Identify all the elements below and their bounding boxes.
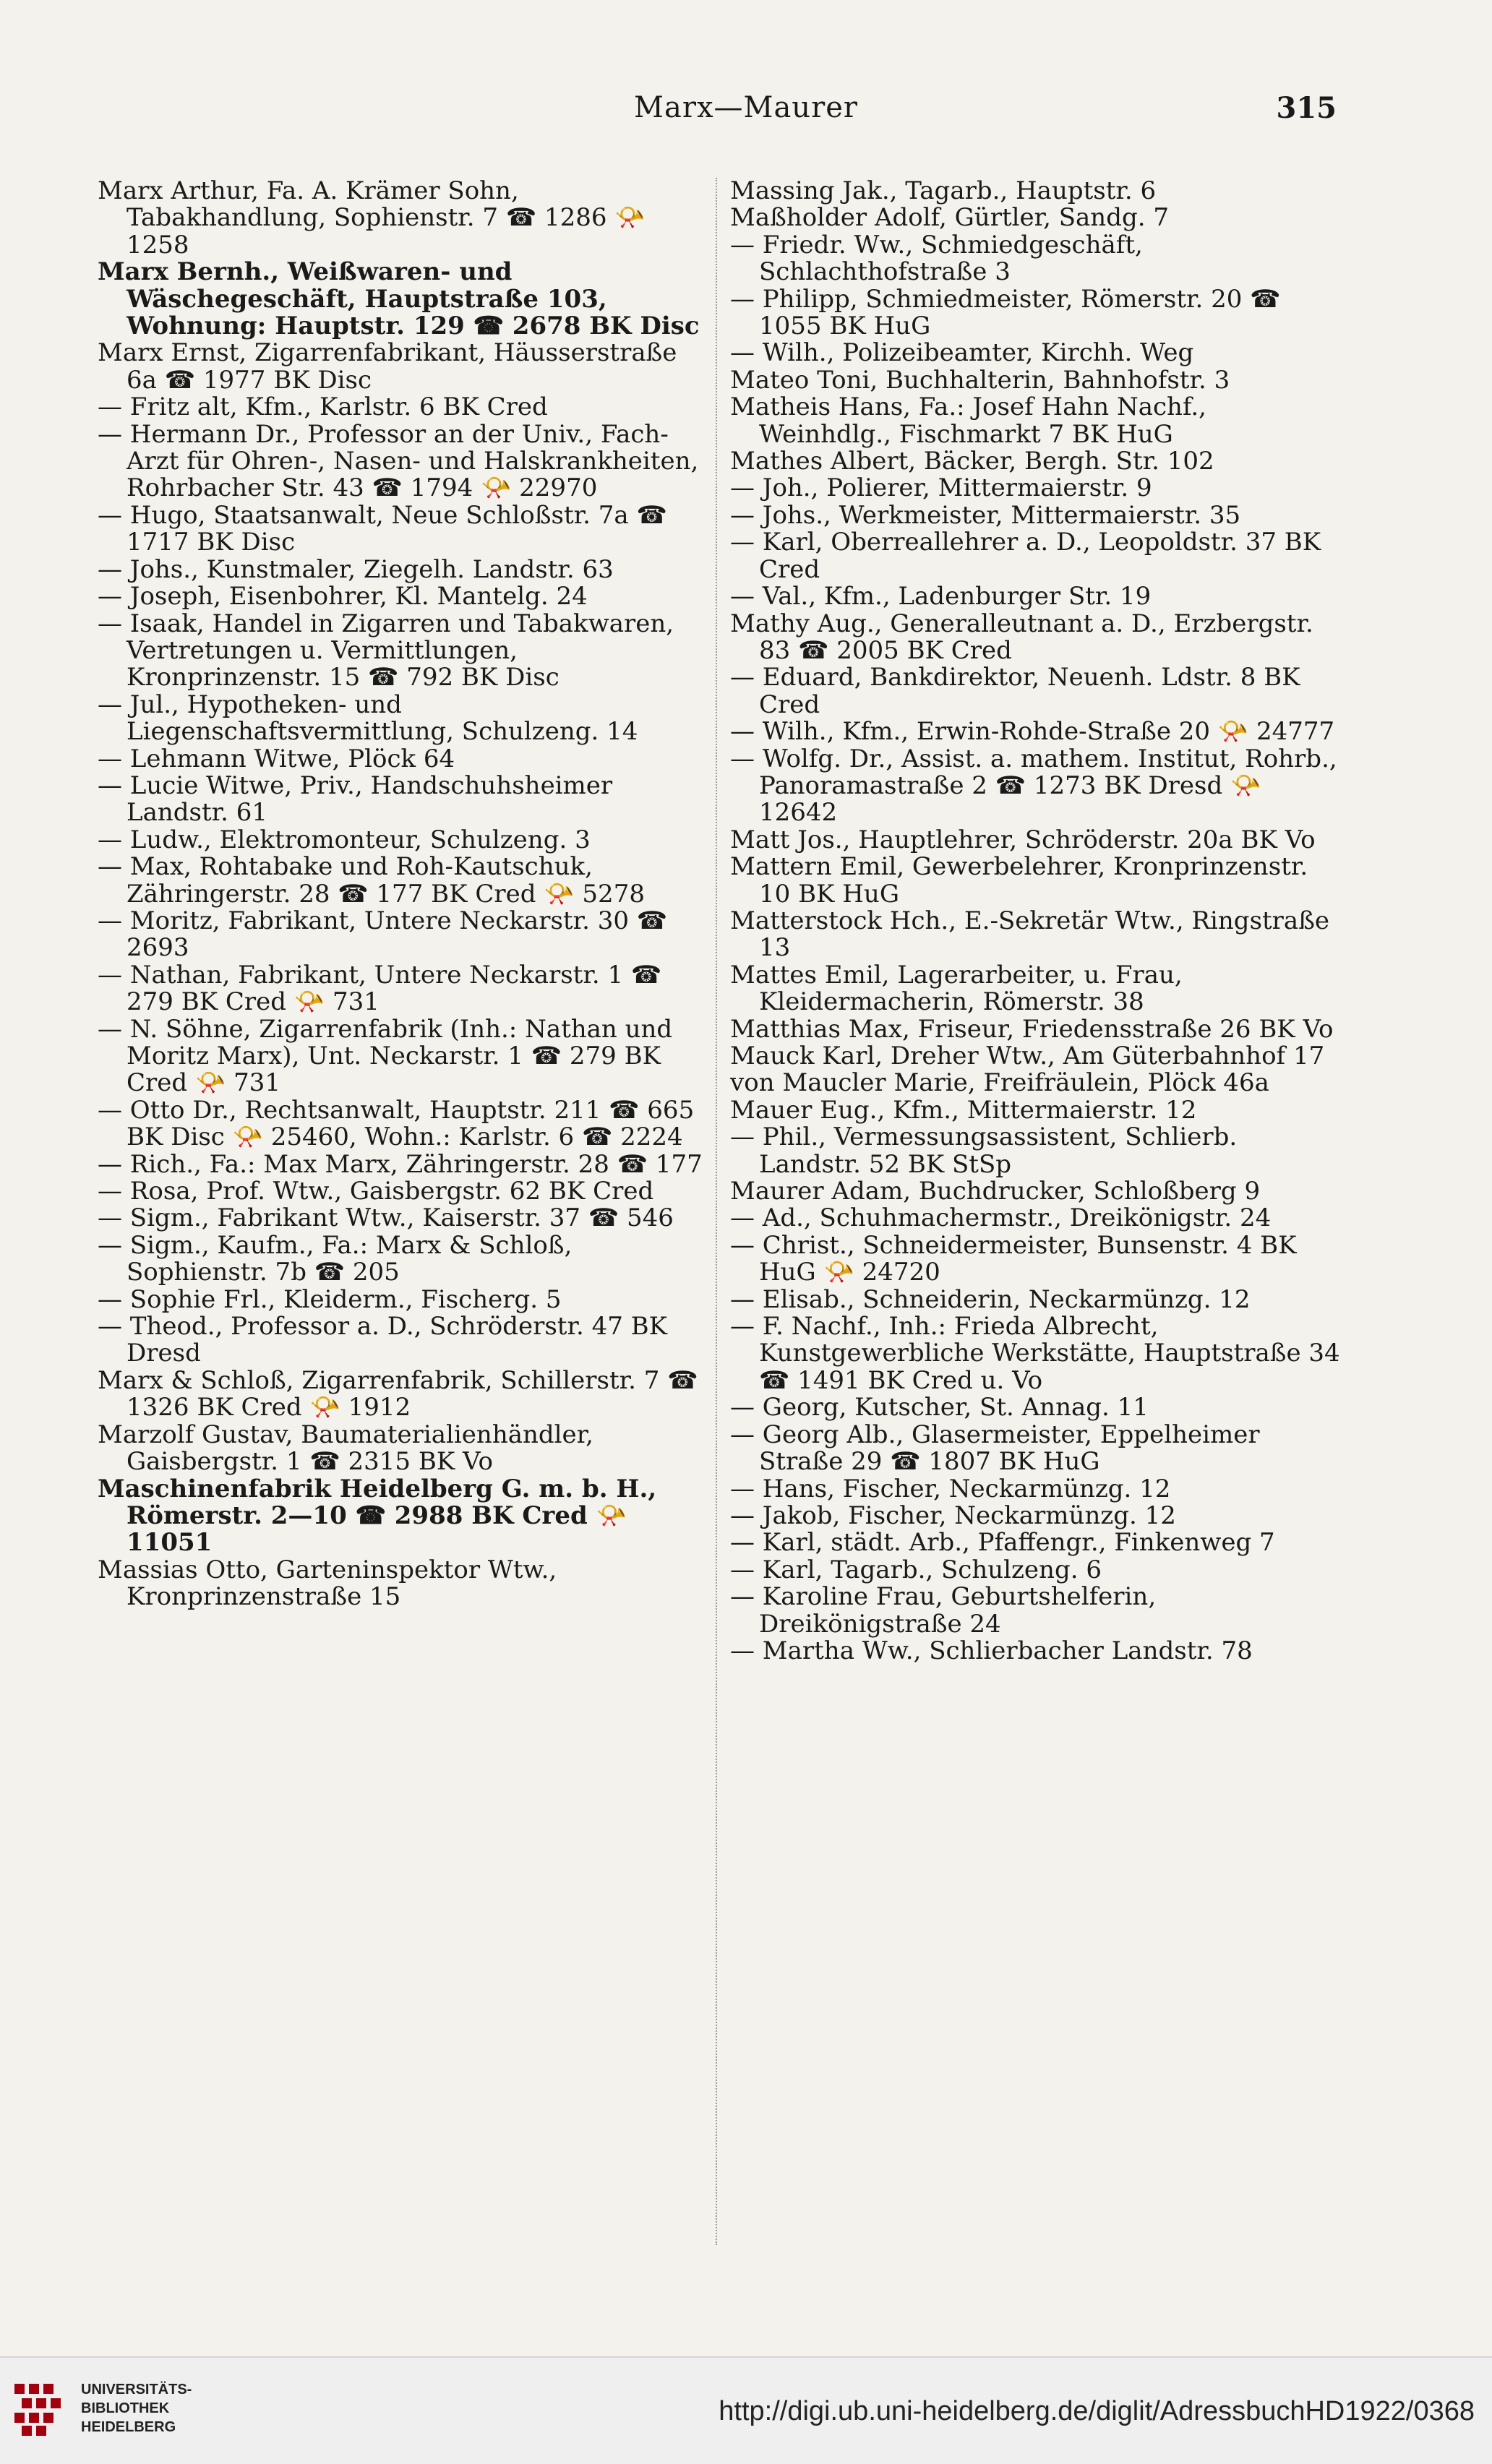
page-number: 315 xyxy=(1276,91,1337,125)
left-directory-entry: — Otto Dr., Rechtsanwalt, Hauptstr. 211 ☎ 665 BK Disc 📯 25460, Wohn.: Karlstr. 6 ☎ 2224 xyxy=(98,1095,695,1152)
left-directory-entry: Massias Otto, Garteninspektor Wtw., Kronprinzenstraße 15 xyxy=(98,1555,557,1612)
right-directory-entry: Mattes Emil, Lagerarbeiter, u. Frau, Kleidermacherin, Römerstr. 38 xyxy=(730,960,1183,1017)
right-directory-entry: — Hans, Fischer, Neckarmünzg. 12 xyxy=(730,1474,1171,1503)
library-logo-icon xyxy=(13,2382,68,2437)
left-directory-entry: — N. Söhne, Zigarrenfabrik (Inh.: Nathan und Moritz Marx), Unt. Neckarstr. 1 ☎ 279 BK Cred 📯 731 xyxy=(98,1014,673,1098)
left-directory-entry: — Hugo, Staatsanwalt, Neue Schloßstr. 7a ☎ 1717 BK Disc xyxy=(98,500,667,557)
left-directory-entry: — Nathan, Fabrikant, Untere Neckarstr. 1 ☎ 279 BK Cred 📯 731 xyxy=(98,960,662,1017)
right-directory-entry: Matthias Max, Friseur, Friedensstraße 26 BK Vo xyxy=(730,1014,1334,1044)
left-directory-entry: — Johs., Kunstmaler, Ziegelh. Landstr. 63 xyxy=(98,554,614,584)
right-directory-entry: — Karl, Oberreallehrer a. D., Leopoldstr. 37 BK Cred xyxy=(730,528,1321,584)
right-directory-entry: Mathes Albert, Bäcker, Bergh. Str. 102 xyxy=(730,447,1214,476)
right-directory-entry: — Phil., Vermessungsassistent, Schlierb. Landstr. 52 BK StSp xyxy=(730,1122,1238,1179)
left-directory-entry: Maschinenfabrik Heidelberg G. m. b. H., Römerstr. 2—10 ☎ 2988 BK Cred 📯 11051 xyxy=(98,1474,657,1558)
right-directory-entry: — Karoline Frau, Geburtshelferin, Dreikönigstraße 24 xyxy=(730,1582,1157,1639)
left-directory-entry: Marx Bernh., Weißwaren- und Wäschegeschäft, Hauptstraße 103, Wohnung: Hauptstr. 129 ☎ 2678 BK Disc xyxy=(98,257,700,341)
left-directory-entry: — Sigm., Kaufm., Fa.: Marx & Schloß, Sophienstr. 7b ☎ 205 xyxy=(98,1230,573,1287)
right-directory-entry: — Elisab., Schneiderin, Neckarmünzg. 12 xyxy=(730,1284,1251,1314)
right-directory-entry: — Wilh., Polizeibeamter, Kirchh. Weg xyxy=(730,338,1194,368)
left-directory-entry: Marx Ernst, Zigarrenfabrikant, Häusserstraße 6a ☎ 1977 BK Disc xyxy=(98,338,677,395)
left-directory-entry: — Jul., Hypotheken- und Liegenschaftsvermittlung, Schulzeng. 14 xyxy=(98,690,638,747)
left-directory-entry: — Isaak, Handel in Zigarren und Tabakwaren, Vertretungen u. Vermittlungen, Kronprinzenstr. 15 ☎ 792 BK Disc xyxy=(98,609,674,692)
running-head: Marx—Maurer xyxy=(634,91,858,124)
right-directory-entry: — Val., Kfm., Ladenburger Str. 19 xyxy=(730,582,1152,611)
right-directory-entry: — Georg Alb., Glasermeister, Eppelheimer Straße 29 ☎ 1807 BK HuG xyxy=(730,1420,1260,1477)
right-directory-entry: — Christ., Schneidermeister, Bunsenstr. 4 BK HuG 📯 24720 xyxy=(730,1230,1297,1287)
right-directory-entry: — Joh., Polierer, Mittermaierstr. 9 xyxy=(730,473,1152,503)
right-directory-entry: Matterstock Hch., E.-Sekretär Wtw., Ringstraße 13 xyxy=(730,906,1330,963)
right-directory-entry: — Georg, Kutscher, St. Annag. 11 xyxy=(730,1393,1149,1422)
left-directory-entry: Marx Arthur, Fa. A. Krämer Sohn, Tabakhandlung, Sophienstr. 7 ☎ 1286 📯 1258 xyxy=(98,176,646,259)
right-directory-entry: — Wolfg. Dr., Assist. a. mathem. Institut, Rohrb., Panoramastraße 2 ☎ 1273 BK Dresd 📯 12642 xyxy=(730,744,1337,828)
left-directory-entry: — Lucie Witwe, Priv., Handschuhsheimer Landstr. 61 xyxy=(98,770,613,828)
left-directory-entry: Marzolf Gustav, Baumaterialienhändler, Gaisbergstr. 1 ☎ 2315 BK Vo xyxy=(98,1420,593,1477)
right-directory-entry: Matheis Hans, Fa.: Josef Hahn Nachf., Weinhdlg., Fischmarkt 7 BK HuG xyxy=(730,392,1206,449)
left-directory-entry: — Ludw., Elektromonteur, Schulzeng. 3 xyxy=(98,825,591,854)
right-directory-entry: Mateo Toni, Buchhalterin, Bahnhofstr. 3 xyxy=(730,365,1230,395)
right-directory-entry: Matt Jos., Hauptlehrer, Schröderstr. 20a BK Vo xyxy=(730,825,1316,854)
right-directory-entry: — Karl, Tagarb., Schulzeng. 6 xyxy=(730,1555,1102,1584)
right-column xyxy=(730,178,1345,1665)
right-directory-entry: Mattern Emil, Gewerbelehrer, Kronprinzenstr. 10 BK HuG xyxy=(730,852,1308,909)
left-directory-entry: — Lehmann Witwe, Plöck 64 xyxy=(98,744,455,773)
right-directory-entry: Mauck Karl, Dreher Wtw., Am Güterbahnhof 17 xyxy=(730,1042,1325,1070)
right-directory-entry: — Johs., Werkmeister, Mittermaierstr. 35 xyxy=(730,500,1241,530)
right-directory-entry: — Philipp, Schmiedmeister, Römerstr. 20 ☎ 1055 BK HuG xyxy=(730,284,1281,341)
left-column xyxy=(98,178,712,1611)
right-directory-entry: — Jakob, Fischer, Neckarmünzg. 12 xyxy=(730,1501,1176,1530)
left-directory-entry: — Theod., Professor a. D., Schröderstr. 47 BK Dresd xyxy=(98,1312,668,1368)
left-directory-entry: — Hermann Dr., Professor an der Univ., Fach-Arzt für Ohren-, Nasen- und Halskrankheiten, Rohrbacher Str. 43 ☎ 1794 📯 22970 xyxy=(98,419,699,503)
left-directory-entry: — Moritz, Fabrikant, Untere Neckarstr. 30 ☎ 2693 xyxy=(98,906,668,963)
right-directory-entry: Mathy Aug., Generalleutnant a. D., Erzbergstr. 83 ☎ 2005 BK Cred xyxy=(730,609,1313,665)
source-url[interactable]: http://digi.ub.uni-heidelberg.de/diglit/AdressbuchHD1922/0368 xyxy=(719,2396,1475,2426)
left-directory-entry: — Joseph, Eisenbohrer, Kl. Mantelg. 24 xyxy=(98,582,588,611)
left-directory-entry: — Fritz alt, Kfm., Karlstr. 6 BK Cred xyxy=(98,392,548,422)
column-divider xyxy=(716,178,717,2245)
left-directory-entry: — Rich., Fa.: Max Marx, Zähringerstr. 28 ☎ 177 xyxy=(98,1149,703,1179)
left-directory-entry: — Rosa, Prof. Wtw., Gaisbergstr. 62 BK Cred xyxy=(98,1177,654,1206)
left-directory-entry: Marx & Schloß, Zigarrenfabrik, Schillerstr. 7 ☎ 1326 BK Cred 📯 1912 xyxy=(98,1365,698,1422)
right-directory-entry: — Friedr. Ww., Schmiedgeschäft, Schlachthofstraße 3 xyxy=(730,230,1143,287)
right-directory-entry: — Karl, städt. Arb., Pfaffengr., Finkenweg 7 xyxy=(730,1528,1275,1558)
right-directory-entry: — Wilh., Kfm., Erwin-Rohde-Straße 20 📯 24777 xyxy=(730,717,1335,747)
library-name: UNIVERSITÄTS- BIBLIOTHEK HEIDELBERG xyxy=(81,2382,192,2435)
left-directory-entry: — Sigm., Fabrikant Wtw., Kaiserstr. 37 ☎ 546 xyxy=(98,1203,674,1233)
right-directory-entry: Maßholder Adolf, Gürtler, Sandg. 7 xyxy=(730,203,1169,233)
left-directory-entry: — Max, Rohtabake und Roh-Kautschuk, Zähringerstr. 28 ☎ 177 BK Cred 📯 5278 xyxy=(98,852,645,909)
right-directory-entry: — Martha Ww., Schlierbacher Landstr. 78 xyxy=(730,1636,1253,1665)
right-directory-entry: Mauer Eug., Kfm., Mittermaierstr. 12 xyxy=(730,1095,1197,1125)
right-directory-entry: von Maucler Marie, Freifräulein, Plöck 46a xyxy=(730,1068,1269,1098)
right-directory-entry: Maurer Adam, Buchdrucker, Schloßberg 9 xyxy=(730,1177,1261,1206)
right-directory-entry: — F. Nachf., Inh.: Frieda Albrecht, Kunstgewerbliche Werkstätte, Hauptstraße 34 ☎ 1491 BK Cred u. Vo xyxy=(730,1312,1340,1395)
right-directory-entry: Massing Jak., Tagarb., Hauptstr. 6 xyxy=(730,176,1157,205)
right-directory-entry: — Ad., Schuhmachermstr., Dreikönigstr. 24 xyxy=(730,1203,1272,1233)
right-directory-entry: — Eduard, Bankdirektor, Neuenh. Ldstr. 8 BK Cred xyxy=(730,663,1300,719)
left-directory-entry: — Sophie Frl., Kleiderm., Fischerg. 5 xyxy=(98,1284,562,1314)
